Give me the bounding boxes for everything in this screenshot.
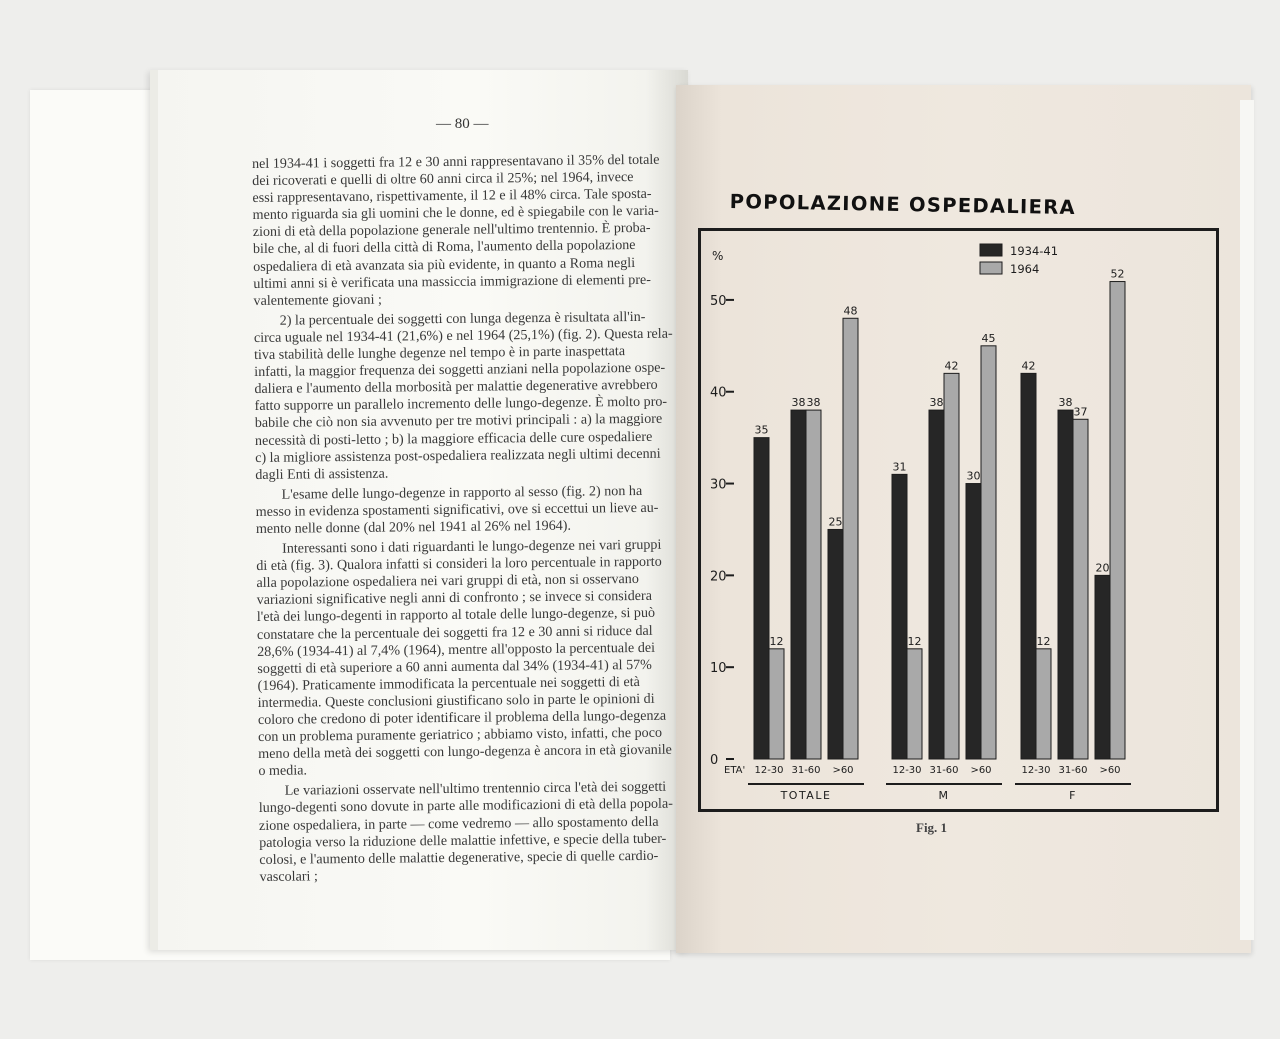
text-line: di età (fig. 3). Qualora infatti si consideri la loro percentuale in rapporto [256, 553, 662, 575]
text-line: 2) la percentuale dei soggetti con lunga degenza è risultata all'in- [279, 308, 646, 329]
page-number: — 80 — [436, 116, 489, 132]
text-line: valentemente giovani ; [253, 291, 382, 309]
bar-chart [698, 228, 1219, 812]
data-label: 38 [806, 396, 821, 410]
y-tick-label: 40 [710, 385, 727, 401]
group-label: TOTALE [780, 789, 832, 802]
data-label: 12 [907, 634, 922, 648]
data-label: 12 [1036, 634, 1051, 648]
legend-swatch-1934 [980, 244, 1002, 256]
bar-1934-41-TOTALE-12-30 [754, 438, 769, 759]
data-label: 52 [1110, 267, 1125, 281]
text-line: soggetti di età superiore a 60 anni aumenta dal 34% (1934-41) al 57% [257, 656, 652, 677]
text-line: infatti, la maggior frequenza dei soggetti anziani nella popolazione ospe- [254, 359, 666, 381]
legend-swatch-1964 [980, 262, 1002, 274]
text-line: zioni di età della popolazione generale nell'ultimo trentennio. È proba- [252, 220, 651, 241]
text-line: circa uguale nel 1934-41 (21,6%) e nel 1964 (25,1%) (fig. 2). Questa rela- [253, 325, 673, 346]
data-label: 38 [1058, 396, 1073, 410]
text-line: intermedia. Queste conclusioni giustificano solo in parte le opinioni di [257, 690, 655, 711]
text-line: c) la migliore assistenza post-ospedaliera realizzata negli ultimi decenni [255, 445, 661, 466]
y-tick-label: 50 [710, 293, 727, 309]
y-tick-label: 30 [710, 477, 727, 493]
category-label: 31-60 [929, 765, 959, 776]
bar-1934-41-M->60 [966, 484, 981, 759]
category-label: >60 [970, 765, 992, 776]
text-line: meno della metà dei soggetti con lungo-degenza è ancora in età giovanile [258, 741, 672, 763]
data-label: 12 [769, 634, 784, 648]
y-tick-label: 0 [710, 753, 719, 768]
text-line: (1964). Praticamente immodificata la percentuale nei soggetti di età [257, 673, 640, 694]
data-label: 42 [944, 359, 959, 373]
data-label: 37 [1073, 405, 1088, 419]
group-label: F [1069, 789, 1077, 802]
bar-1964-M-12-30 [907, 649, 922, 759]
x-axis-label: ETA' [724, 765, 746, 776]
y-tick-label: 20 [710, 569, 727, 585]
text-line: constatare che la percentuale dei soggetti fra 12 e 30 anni si riduce dal [256, 622, 653, 643]
text-line: messo in evidenza spostamenti significativi, ove si eccettui un lieve au- [255, 499, 659, 520]
bar-1964-TOTALE-31-60 [806, 410, 821, 759]
figure-caption: Fig. 1 [916, 820, 948, 835]
category-label: 12-30 [754, 765, 784, 776]
data-label: 30 [966, 469, 981, 483]
text-line: colosi, e l'aumento delle malattie degenerative, specie di quelle cardio- [259, 847, 659, 868]
text-line: tiva stabilità delle lunghe degenze nel tempo è in parte inaspettata [254, 343, 626, 364]
bar-1934-41-M-12-30 [892, 474, 907, 759]
category-label: 31-60 [1058, 765, 1088, 776]
text-line: daliera e l'aumento della morbosità per malattie degenerative avrebbero [254, 376, 658, 398]
y-tick-label: 10 [710, 661, 727, 677]
text-line: con un problema puramente geriatrico ; abbiamo visto, infatti, che poco [258, 724, 663, 746]
chart-title: POPOLAZIONE OSPEDALIERA [729, 190, 1077, 220]
bar-1934-41-F-12-30 [1021, 373, 1036, 759]
bar-1934-41-F-31-60 [1058, 410, 1073, 759]
text-line: 28,6% (1934-41) al 7,4% (1964), mentre all'opposto la percentuale dei [257, 639, 656, 660]
bar-1934-41-F->60 [1095, 575, 1110, 759]
data-label: 38 [929, 396, 944, 410]
data-label: 48 [843, 304, 858, 318]
text-line: nel 1934-41 i soggetti fra 12 e 30 anni rappresentavano il 35% del totale [252, 151, 660, 172]
text-line: zione ospedaliera, in parte — come vedremo — allo spostamento della [258, 813, 659, 834]
text-line: fatto supporre un parallelo incremento delle lungo-degenze. È molto pro- [254, 393, 668, 415]
bar-1964-M-31-60 [944, 373, 959, 759]
data-label: 38 [791, 396, 806, 410]
text-line: lungo-degenti sono dovute in parte alle modificazioni di età della popola- [258, 796, 673, 817]
data-label: 20 [1095, 561, 1110, 575]
body-text [252, 151, 690, 885]
data-label: 42 [1021, 359, 1036, 373]
legend-label-1964: 1964 [1010, 262, 1040, 276]
text-line: bile che, al di fuori della città di Roma, l'aumento della popolazione [252, 237, 636, 258]
data-label: 35 [754, 423, 769, 437]
bar-1964-M->60 [981, 346, 996, 759]
bar-1964-TOTALE->60 [843, 318, 858, 759]
text-line: alla popolazione ospedaliera nei vari gruppi di età, non si osservano [256, 571, 639, 592]
text-line: Le variazioni osservate nell'ultimo trentennio circa l'età dei soggetti [284, 779, 667, 800]
text-line: patologia verso la riduzione delle malattie infettive, e specie della tuber- [259, 830, 667, 851]
category-label: 12-30 [892, 765, 922, 776]
bar-1934-41-TOTALE->60 [828, 529, 843, 759]
bar-1934-41-M-31-60 [929, 410, 944, 759]
bar-1964-F->60 [1110, 282, 1125, 759]
bar-1964-F-12-30 [1036, 649, 1051, 759]
text-line: mento riguarda sia gli uomini che le donne, ed è spiegabile con le varia- [252, 203, 659, 224]
category-label: 31-60 [791, 765, 821, 776]
text-line: ospedaliera di età avanzata sia più evidente, in quanto a Roma negli [253, 254, 636, 275]
legend-label-1934: 1934-41 [1010, 244, 1059, 258]
text-line: vascolari ; [259, 868, 318, 885]
bar-1934-41-TOTALE-31-60 [791, 410, 806, 759]
text-line: dagli Enti di assistenza. [255, 465, 389, 483]
text-line: o media. [258, 762, 308, 780]
bar-1964-TOTALE-12-30 [769, 649, 784, 759]
text-line: babile che ciò non sia avvenuto per tre motivi principali : a) la maggiore [254, 411, 663, 432]
data-label: 25 [828, 515, 843, 529]
page-edge [1240, 100, 1254, 940]
data-label: 45 [981, 331, 996, 345]
category-label: >60 [832, 765, 854, 776]
text-line: Interessanti sono i dati riguardanti le lungo-degenze nei vari gruppi [282, 536, 662, 557]
text-line: l'età dei lungo-degenti in rapporto al totale delle lungo-degenze, si può [256, 605, 656, 626]
text-line: necessità di posti-letto ; b) la maggiore efficacia delle cure ospedaliere [254, 428, 653, 449]
data-label: 31 [892, 460, 907, 474]
text-line: coloro che credono di poter identificare il problema della lungo-degenza [257, 707, 667, 728]
category-label: >60 [1099, 765, 1121, 776]
text-line: ultimi anni si è verificata una massiccia immigrazione di elementi pre- [253, 271, 652, 292]
text-line: mento nelle donne (dal 20% nel 1941 al 26% nel 1964). [255, 517, 572, 537]
text-line: essi rappresentavano, rispettivamente, il 12 e il 48% circa. Tale sposta- [252, 186, 652, 207]
text-line: dei ricoverati e quelli di oltre 60 anni circa il 25%; nel 1964, invece [252, 169, 634, 190]
category-label: 12-30 [1021, 765, 1051, 776]
group-label: M [938, 789, 950, 802]
text-line: variazioni significative negli anni di confronto ; se invece si considera [256, 588, 652, 609]
bar-1964-F-31-60 [1073, 419, 1088, 759]
text-line: L'esame delle lungo-degenze in rapporto al sesso (fig. 2) non ha [281, 482, 643, 503]
y-axis-label: % [712, 249, 724, 263]
